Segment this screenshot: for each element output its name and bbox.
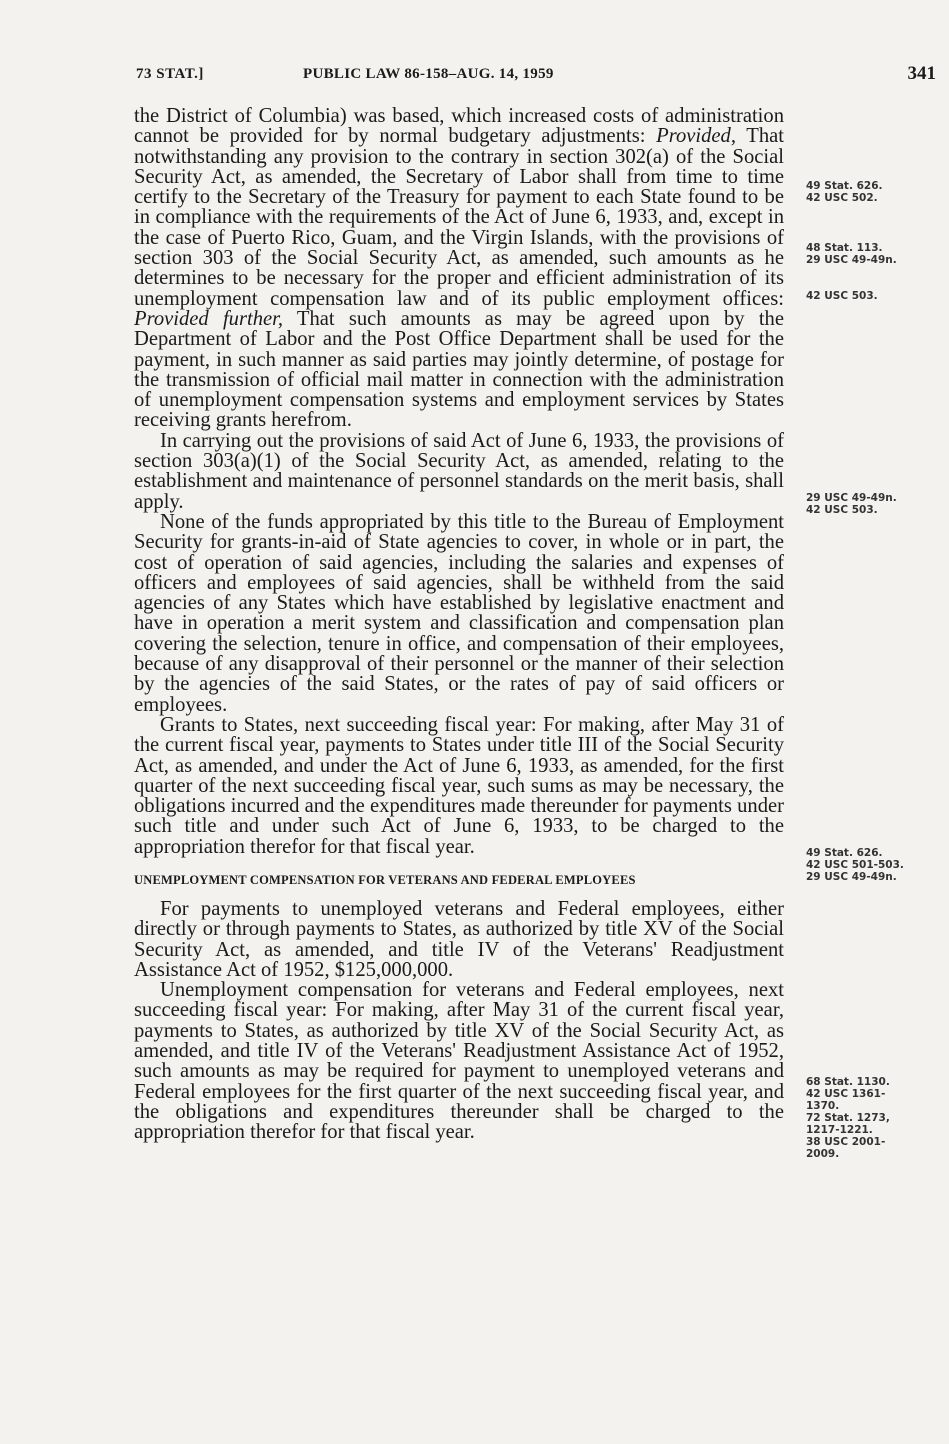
text-run: That such amounts as may be agreed upon by the Department of Labor and the Post Office Department shall be used for the payment, in such manner as said parties may jointly determine, of postage for the transmission of official mail matter in connection with the administration of unemployment compensation systems and employment services by States receiving grants herefrom.: [134, 307, 784, 432]
margin-note-3: [806, 290, 946, 302]
text-run: That notwithstanding any provision to the contrary in section 302(a) of the Social Security Act, as amended, the Secretary of Labor shall from time to time certify to the Secretary of the Treasury for payment to each State found to be in compliance with the requirements of the Act of June 6, 1933, and, except in the case of Puerto Rico, Guam, and the Virgin Islands, with the provisions of section 303 of the Social Security Act, as amended, such amounts as he determines to be necessary for the proper and efficient administration of its unemployment compensation law and of its public employment offices:: [134, 125, 784, 310]
margin-note-line: 42 USC 1361-: [806, 1088, 886, 1100]
margin-note-6: [806, 1076, 946, 1160]
margin-note-line: 42 USC 502.: [806, 192, 878, 204]
margin-note-line: 1217-1221.: [806, 1124, 873, 1136]
section-heading: UNEMPLOYMENT COMPENSATION FOR VETERANS AND FEDERAL EMPLOYEES: [134, 872, 636, 887]
paragraph-funds-withheld: None of the funds appropriated by this title to the Bureau of Employment Security for grants-in-aid of State agencies to cover, in whole or in part, the cost of operation of said agencies, including the salaries and expenses of officers and employees of said agencies, shall be withheld from the said agencies of any States which have established by legislative enactment and have in operation a merit system and classification and compensation plan covering the selection, tenure in office, and compensation of their employees, because of any disapproval of their personnel or the manner of their selection by the agencies of the said States, or the rates of pay of said officers or employees.: [134, 510, 784, 716]
main-text-column: [134, 106, 784, 1143]
margin-note-line: 72 Stat. 1273,: [806, 1112, 890, 1124]
margin-note-line: 1370.: [806, 1100, 840, 1112]
margin-note-line: 29 USC 49-49n.: [806, 492, 897, 504]
volume-citation: 73 STAT.]: [136, 66, 204, 82]
paragraph-merit-basis: In carrying out the provisions of said Act of June 6, 1933, the provisions of section 303(a)(1) of the Social Security Act, as amended, relating to the establishment and maintenance of personnel standards on the merit basis, shall apply.: [134, 429, 784, 513]
margin-note-line: 29 USC 49-49n.: [806, 254, 897, 266]
margin-note-1: [806, 180, 946, 204]
margin-note-line: 49 Stat. 626.: [806, 847, 883, 859]
running-title: PUBLIC LAW 86-158–AUG. 14, 1959: [303, 66, 554, 82]
margin-note-2: [806, 242, 946, 266]
provided-further-italic: Provided further,: [134, 307, 284, 330]
margin-note-line: 42 USC 503.: [806, 504, 878, 516]
paragraph-grants-to-states: Grants to States, next succeeding fiscal year: For making, after May 31 of the current fiscal year, payments to States under title III of the Social Security Act, as amended, and under the Act of June 6, 1933, as amended, for the first quarter of the next succeeding fiscal year, such sums as may be necessary, the obligations incurred and the expenditures made thereunder for payments under such title and under such Act of June 6, 1933, to be charged to the appropriation therefor for that fiscal year.: [134, 713, 784, 858]
paragraph-next-fiscal-year: Unemployment compensation for veterans and Federal employees, next succeeding fiscal year: For making, after May 31 of the current fiscal year, payments to States, as authorized by title XV of the Social Security Act, as amended, and title IV of the Veterans' Readjustment Assistance Act of 1952, such amounts as may be required for payment to unemployed veterans and Federal employees for the first quarter of the next succeeding fiscal year, and the obligations and expenditures thereunder shall be charged to the appropriation therefor for that fiscal year.: [134, 979, 784, 1144]
margin-note-line: 42 USC 503.: [806, 290, 878, 302]
margin-note-line: 48 Stat. 113.: [806, 242, 883, 254]
margin-note-line: 42 USC 501-503.: [806, 859, 904, 871]
margin-note-line: 68 Stat. 1130.: [806, 1076, 890, 1088]
margin-note-5: [806, 847, 946, 883]
margin-note-line: 2009.: [806, 1148, 840, 1160]
paragraph-payments-veterans: For payments to unemployed veterans and Federal employees, either directly or through payments to States, as authorized by title XV of the Social Security Act, as amended, and title IV of the Veterans' Readjustment Assistance Act of 1952, $125,000,000.: [134, 897, 784, 981]
paragraph-continuation: [134, 106, 784, 431]
page-number: 341: [907, 63, 936, 84]
text-run: the District of Columbia) was based, which increased costs of administration cannot be provided for by normal budgetary adjustments:: [134, 105, 784, 148]
margin-note-line: 49 Stat. 626.: [806, 180, 883, 192]
provided-italic: Provided,: [656, 125, 736, 148]
page-header: [136, 63, 936, 90]
margin-note-4: [806, 492, 946, 516]
margin-note-line: 38 USC 2001-: [806, 1136, 886, 1148]
margin-note-line: 29 USC 49-49n.: [806, 871, 897, 883]
